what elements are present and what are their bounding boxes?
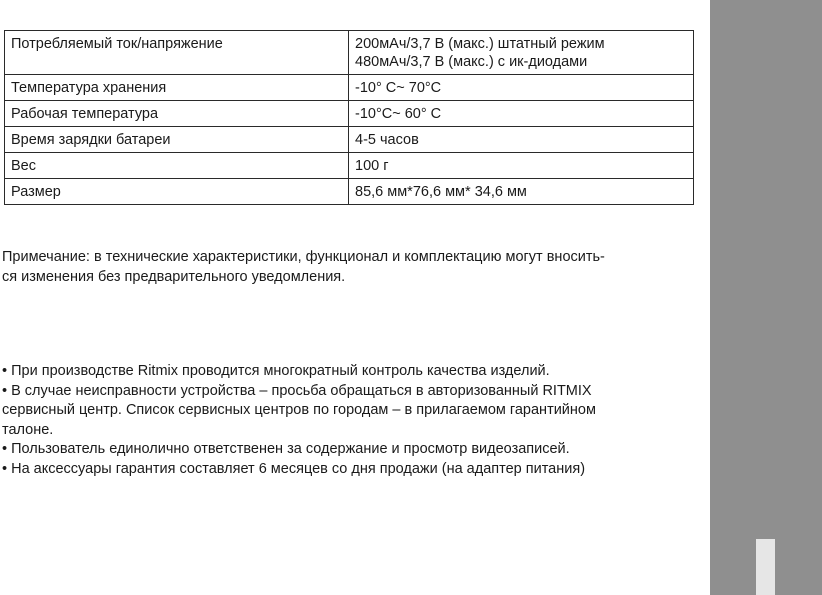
warranty-list	[2, 362, 702, 479]
spec-value: -10° С~ 70°С	[349, 75, 694, 101]
note-line: Примечание: в технические характеристики, функционал и комплектацию могут вносить-	[2, 249, 605, 265]
table-row	[5, 153, 694, 179]
note-paragraph	[2, 247, 698, 287]
table-row	[5, 101, 694, 127]
table-row	[5, 75, 694, 101]
spec-value: 100 г	[349, 153, 694, 179]
spec-label: Рабочая температура	[5, 101, 349, 127]
spec-value-line: 200мАч/3,7 В (макс.) штатный режим	[355, 36, 605, 52]
page-tab-marker	[756, 539, 775, 595]
list-item: • На аксессуары гарантия составляет 6 месяцев со дня продажи (на адаптер питания)	[2, 460, 586, 477]
spec-value	[349, 31, 694, 75]
spec-value: 4-5 часов	[349, 127, 694, 153]
table-row	[5, 179, 694, 205]
list-item: • Пользователь единолично ответственен за содержание и просмотр видеозаписей.	[2, 441, 570, 457]
list-item: талоне.	[2, 421, 54, 438]
spec-label: Вес	[5, 153, 349, 179]
spec-label: Потребляемый ток/напряжение	[5, 31, 349, 75]
table-row	[5, 127, 694, 153]
list-item: • В случае неисправности устройства – просьба обращаться в авторизованный RITMIX	[2, 382, 592, 399]
spec-label: Время зарядки батареи	[5, 127, 349, 153]
spec-value: -10°С~ 60° С	[349, 101, 694, 127]
note-line: ся изменения без предварительного уведомления.	[2, 269, 346, 285]
spec-value-line: 480мАч/3,7 В (макс.) с ик-диодами	[355, 54, 588, 70]
side-margin-panel	[710, 0, 822, 595]
spec-label: Размер	[5, 179, 349, 205]
spec-label: Температура хранения	[5, 75, 349, 101]
spec-value: 85,6 мм*76,6 мм* 34,6 мм	[349, 179, 694, 205]
table-row	[5, 31, 694, 75]
list-item: сервисный центр. Список сервисных центров по городам – в прилагаемом гарантийном	[2, 402, 596, 418]
list-item: • При производстве Ritmix проводится многократный контроль качества изделий.	[2, 363, 550, 379]
specs-table	[4, 30, 694, 205]
